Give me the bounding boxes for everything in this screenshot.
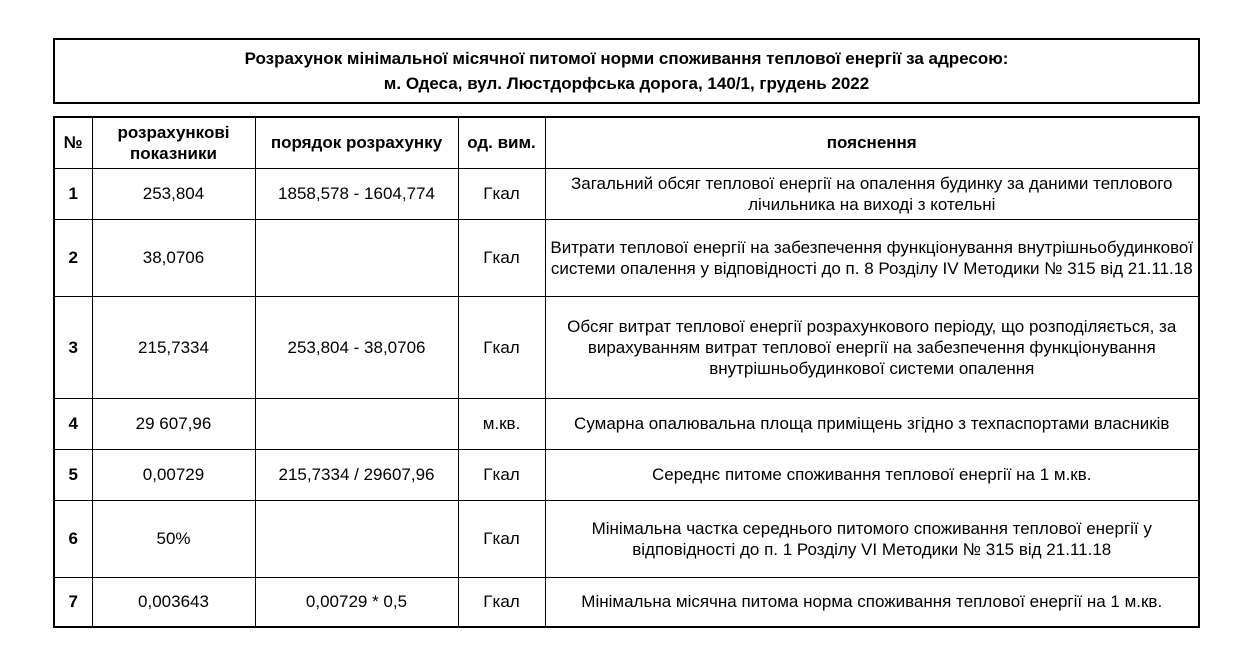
row-unit: Гкал (458, 219, 545, 296)
row-unit: Гкал (458, 577, 545, 627)
header-num: № (54, 117, 92, 168)
row-unit: Гкал (458, 500, 545, 577)
document-title (53, 38, 1200, 104)
row-value: 253,804 (92, 168, 255, 219)
row-value: 50% (92, 500, 255, 577)
row-num: 3 (54, 296, 92, 398)
table-row (54, 296, 1199, 398)
title-line-2: м. Одеса, вул. Люстдорфська дорога, 140/1, грудень 2022 (383, 74, 870, 93)
row-order: 253,804 - 38,0706 (255, 296, 458, 398)
row-value: 0,003643 (92, 577, 255, 627)
table-row (54, 398, 1199, 449)
row-unit: Гкал (458, 168, 545, 219)
row-explanation: Мінімальна місячна питома норма споживання теплової енергії на 1 м.кв. (545, 577, 1199, 627)
table-header-row (54, 117, 1199, 168)
row-order (255, 500, 458, 577)
row-unit: Гкал (458, 449, 545, 500)
title-line-1: Розрахунок мінімальної місячної питомої норми споживання теплової енергії за адресою: (244, 49, 1009, 68)
row-unit: м.кв. (458, 398, 545, 449)
row-explanation: Мінімальна частка середнього питомого споживання теплової енергії у відповідності до п. 1 Розділу VI Методики № 315 від 21.11.18 (545, 500, 1199, 577)
calculation-table (53, 116, 1200, 628)
row-explanation: Сумарна опалювальна площа приміщень згідно з техпаспортами власників (545, 398, 1199, 449)
table-row (54, 449, 1199, 500)
table-row (54, 577, 1199, 627)
row-order (255, 219, 458, 296)
header-order: порядок розрахунку (255, 117, 458, 168)
row-value: 0,00729 (92, 449, 255, 500)
row-num: 7 (54, 577, 92, 627)
row-value: 38,0706 (92, 219, 255, 296)
row-order (255, 398, 458, 449)
row-value: 215,7334 (92, 296, 255, 398)
header-unit: од. вим. (458, 117, 545, 168)
table-row (54, 168, 1199, 219)
header-explanation: пояснення (545, 117, 1199, 168)
row-num: 5 (54, 449, 92, 500)
table-row (54, 219, 1199, 296)
row-order: 1858,578 - 1604,774 (255, 168, 458, 219)
row-explanation: Витрати теплової енергії на забезпечення функціонування внутрішньобудинкової системи опалення у відповідності до п. 8 Розділу IV Методики № 315 від 21.11.18 (545, 219, 1199, 296)
row-explanation: Загальний обсяг теплової енергії на опалення будинку за даними теплового лічильника на виході з котельні (545, 168, 1199, 219)
row-explanation: Середнє питоме споживання теплової енергії на 1 м.кв. (545, 449, 1199, 500)
header-indicators: розрахункові показники (92, 117, 255, 168)
row-num: 2 (54, 219, 92, 296)
table-row (54, 500, 1199, 577)
row-unit: Гкал (458, 296, 545, 398)
row-num: 6 (54, 500, 92, 577)
row-num: 1 (54, 168, 92, 219)
row-explanation: Обсяг витрат теплової енергії розрахункового періоду, що розподіляється, за вирахуванням витрат теплової енергії на забезпечення функціонування внутрішньобудинкової системи опалення (545, 296, 1199, 398)
row-order: 215,7334 / 29607,96 (255, 449, 458, 500)
row-num: 4 (54, 398, 92, 449)
row-value: 29 607,96 (92, 398, 255, 449)
row-order: 0,00729 * 0,5 (255, 577, 458, 627)
